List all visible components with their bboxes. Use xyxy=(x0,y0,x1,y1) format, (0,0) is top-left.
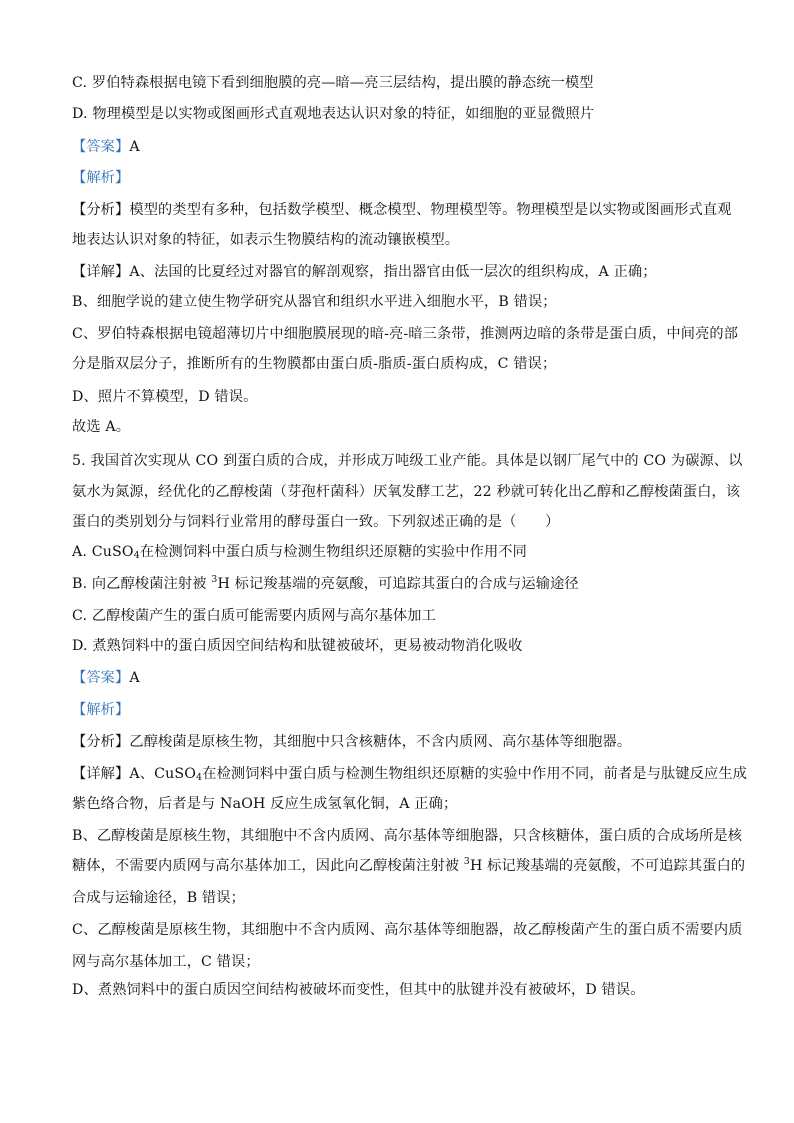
subscript: 4 xyxy=(133,550,140,561)
text-line xyxy=(72,417,130,437)
line-prefix: 糖体，不需要内质网与高尔基体加工，因此向乙醇梭菌注射被 xyxy=(72,858,464,874)
line-text: 紫色络合物，后者是与 NaOH 反应生成氢氧化铜，A 正确； xyxy=(72,796,458,812)
line-text: 合成与运输途径，B 错误； xyxy=(72,890,245,906)
text-line xyxy=(72,137,140,157)
text-line xyxy=(72,700,129,720)
line-text: 网与高尔基体加工，C 错误； xyxy=(72,954,260,970)
text-line xyxy=(72,952,260,972)
text-line xyxy=(72,230,459,250)
text-line xyxy=(72,73,594,93)
text-line xyxy=(72,732,631,752)
line-text: A xyxy=(129,139,140,155)
text-line xyxy=(72,482,740,502)
text-line xyxy=(72,794,457,814)
line-text: 故选 A。 xyxy=(72,419,131,435)
section-tag: 【解析】 xyxy=(72,702,130,718)
line-text: D. 煮熟饲料中的蛋白质因空间结构和肽键被破坏，更易被动物消化吸收 xyxy=(72,638,523,654)
line-text: H 标记羧基端的亮氨酸，不可追踪其蛋白的 xyxy=(469,858,746,874)
line-text: 5. 我国首次实现从 CO 到蛋白质的合成，并形成万吨级工业产能。具体是以钢厂尾气中的 CO 为碳源、以 xyxy=(72,453,743,469)
line-text: 分是脂双层分子，推断所有的生物膜都由蛋白质-脂质-蛋白质构成，C 错误； xyxy=(72,356,557,372)
section-tag: 【解析】 xyxy=(72,170,130,186)
line-text: C、乙醇梭菌是原核生物，其细胞中不含内质网、高尔基体等细胞器，故乙醇梭菌产生的蛋白质不需要内质 xyxy=(72,922,743,938)
text-line xyxy=(72,292,557,312)
text-line xyxy=(72,104,594,124)
section-tag: 【答案】 xyxy=(72,139,130,155)
section-tag: 【答案】 xyxy=(72,670,130,686)
text-line xyxy=(72,574,579,594)
text-line xyxy=(72,980,645,1000)
subscript: 4 xyxy=(196,772,203,783)
line-text: D、照片不算模型，D 错误。 xyxy=(72,389,258,405)
text-line xyxy=(72,606,436,626)
text-line xyxy=(72,324,738,344)
line-text: D. 物理模型是以实物或图画形式直观地表达认识对象的特征，如细胞的亚显微照片 xyxy=(72,106,595,122)
line-text: 【分析】模型的类型有多种，包括数学模型、概念模型、物理模型等。物理模型是以实物或图画形式直观 xyxy=(72,202,732,218)
text-line xyxy=(72,856,745,876)
text-line xyxy=(72,451,743,471)
text-line xyxy=(72,262,657,282)
line-text: B、乙醇梭菌是原核生物，其细胞中不含内质网、高尔基体等细胞器，只含核糖体，蛋白质的合成场所是核 xyxy=(72,828,743,844)
line-text: 【分析】乙醇梭菌是原核生物，其细胞中只含核糖体，不含内质网、高尔基体等细胞器。 xyxy=(72,734,632,750)
text-line xyxy=(72,512,559,532)
text-line xyxy=(72,668,140,688)
text-line xyxy=(72,542,527,562)
line-text: H 标记羧基端的亮氨酸，可追踪其蛋白的合成与运输途径 xyxy=(217,576,579,592)
text-line xyxy=(72,200,732,220)
text-line xyxy=(72,888,245,908)
superscript: 3 xyxy=(211,574,218,585)
line-prefix: A. CuSO xyxy=(72,544,134,560)
line-text: D、煮熟饲料中的蛋白质因空间结构被破坏而变性，但其中的肽键并没有被破坏，D 错误。 xyxy=(72,982,645,998)
text-line xyxy=(72,354,556,374)
text-line xyxy=(72,636,522,656)
line-text: 氨水为氮源，经优化的乙醇梭菌（芽孢杆菌科）厌氧发酵工艺，22 秒就可转化出乙醇和乙醇梭菌蛋白，该 xyxy=(72,484,741,500)
line-text: 【详解】A、法国的比夏经过对器官的解剖观察，指出器官由低一层次的组织构成，A 正确； xyxy=(72,264,657,280)
text-line xyxy=(72,826,742,846)
superscript: 3 xyxy=(463,856,470,867)
line-text: 在检测饲料中蛋白质与检测生物组织还原糖的实验中作用不同，前者是与肽键反应生成 xyxy=(202,766,748,782)
line-text: 蛋白的类别划分与饲料行业常用的酵母蛋白一致。下列叙述正确的是（ ） xyxy=(72,514,560,530)
line-text: 在检测饲料中蛋白质与检测生物组织还原糖的实验中作用不同 xyxy=(139,544,527,560)
line-text: A xyxy=(129,670,140,686)
line-text: 地表达认识对象的特征，如表示生物膜结构的流动镶嵌模型。 xyxy=(72,232,460,248)
line-text: C. 乙醇梭菌产生的蛋白质可能需要内质网与高尔基体加工 xyxy=(72,608,436,624)
text-line xyxy=(72,387,257,407)
text-line xyxy=(72,764,747,784)
line-prefix: 【详解】A、CuSO xyxy=(72,766,197,782)
line-prefix: B. 向乙醇梭菌注射被 xyxy=(72,576,212,592)
line-text: C、罗伯特森根据电镜超薄切片中细胞膜展现的暗-亮-暗三条带，推测两边暗的条带是蛋白质，中间亮的部 xyxy=(72,326,739,342)
text-line xyxy=(72,920,743,940)
text-line xyxy=(72,168,129,188)
line-text: B、细胞学说的建立使生物学研究从器官和组织水平进入细胞水平，B 错误； xyxy=(72,294,557,310)
line-text: C. 罗伯特森根据电镜下看到细胞膜的亮—暗—亮三层结构，提出膜的静态统一模型 xyxy=(72,75,594,91)
